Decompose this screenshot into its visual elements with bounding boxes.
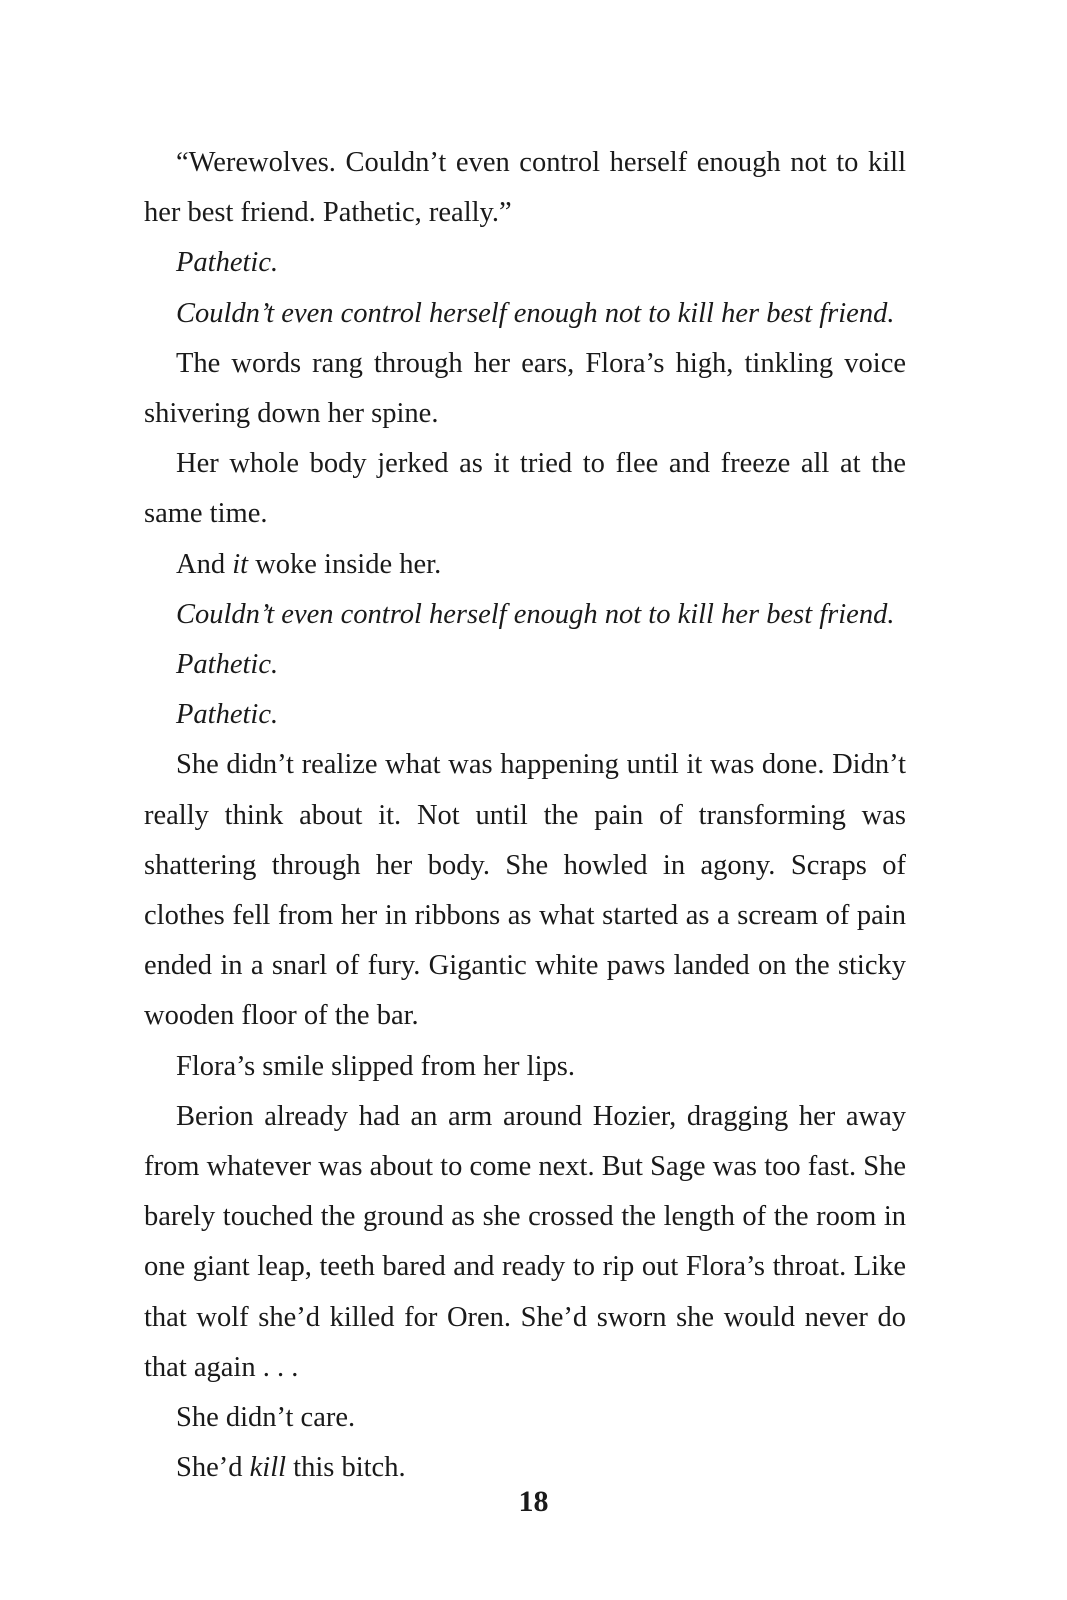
text-run: woke inside her. bbox=[248, 548, 442, 580]
text-run: Pathetic. bbox=[176, 649, 279, 681]
text-run: She didn’t realize what was happening until it was done. Didn’t really think about it. Not until the pain of transforming was shattering through her body. She howled in agony. Scraps of clothes fell from her in ribbons as what started as a scream of pain ended in a snarl of fury. Gigantic white paws landed on the sticky wooden floor of the bar. bbox=[144, 749, 906, 1032]
paragraph bbox=[144, 640, 906, 690]
text-run: this bitch. bbox=[286, 1452, 406, 1484]
text-run: “Werewolves. Couldn’t even control herself enough not to kill her best friend. Pathetic, really.” bbox=[144, 147, 906, 229]
paragraph bbox=[144, 289, 906, 339]
text-run: Berion already had an arm around Hozier, dragging her away from whatever was about to come next. But Sage was too fast. She barely touched the ground as she crossed the length of the room in one giant leap, teeth bared and ready to rip out Flora’s throat. Like that wolf she’d killed for Oren. She’d sworn she would never do that again . . . bbox=[144, 1100, 906, 1383]
text-run: kill bbox=[249, 1452, 287, 1484]
text-run: Flora’s smile slipped from her lips. bbox=[176, 1050, 575, 1082]
text-run: Pathetic. bbox=[176, 699, 279, 731]
paragraph bbox=[144, 1092, 906, 1393]
paragraph bbox=[144, 690, 906, 740]
paragraph bbox=[144, 439, 906, 539]
text-run: And bbox=[176, 548, 233, 580]
paragraph bbox=[144, 540, 906, 590]
paragraph bbox=[144, 138, 906, 238]
body-text bbox=[144, 138, 906, 1493]
text-run: Pathetic. bbox=[176, 247, 279, 279]
paragraph bbox=[144, 238, 906, 288]
text-run: The words rang through her ears, Flora’s high, tinkling voice shivering down her spine. bbox=[144, 347, 906, 430]
paragraph bbox=[144, 1042, 906, 1092]
paragraph bbox=[144, 590, 906, 640]
paragraph bbox=[144, 339, 906, 439]
text-run: Couldn’t even control herself enough not to kill her best friend. bbox=[176, 297, 895, 329]
page-number: 18 bbox=[518, 1485, 549, 1518]
text-run: Couldn’t even control herself enough not to kill her best friend. bbox=[176, 598, 895, 630]
paragraph bbox=[144, 740, 906, 1041]
text-run: Her whole body jerked as it tried to flee and freeze all at the same time. bbox=[144, 448, 906, 530]
text-run: it bbox=[232, 548, 249, 580]
text-run: She didn’t care. bbox=[176, 1402, 356, 1434]
paragraph bbox=[144, 1393, 906, 1443]
text-run: She’d bbox=[176, 1452, 250, 1484]
